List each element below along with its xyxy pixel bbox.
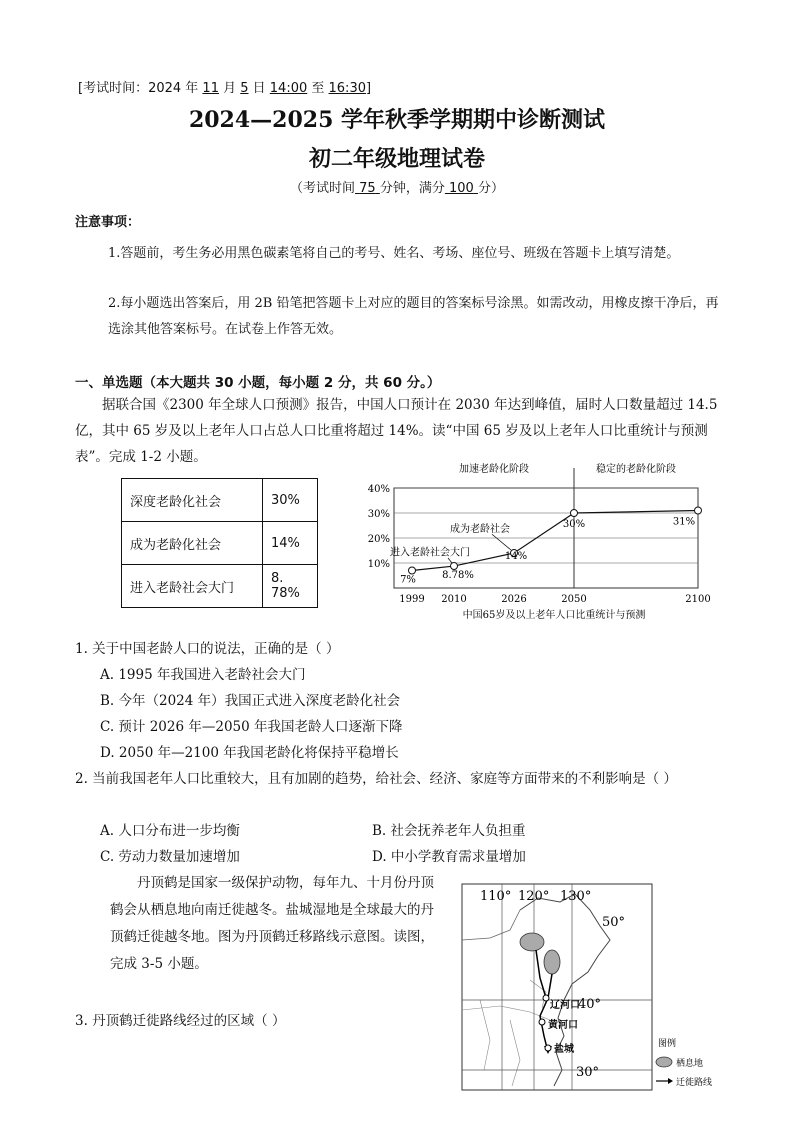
exam-start: 14:00 bbox=[269, 81, 308, 96]
y-tick-label: 10% bbox=[367, 559, 390, 570]
annotation-arrow bbox=[448, 558, 452, 563]
aging-table bbox=[121, 478, 318, 608]
aging-chart bbox=[362, 460, 718, 645]
q2-option-a: A. 人口分布进一步均衡 bbox=[100, 823, 240, 839]
section-intro: 据联合国《2300 年全球人口预测》报告，中国人口预计在 2030 年达到峰值，届时人口数量超过 14.5 亿，其中 65 岁及以上老年人口占总人口比重将超过 14%。读“中国 65 岁及以上老年人口比重统计与预测表”。完成 1-2 小题。 bbox=[75, 397, 718, 465]
x-tick-label: 2010 bbox=[441, 594, 467, 605]
table-cell: 深度老龄化社会 bbox=[122, 479, 263, 522]
stop-huanghekou bbox=[539, 1019, 545, 1025]
table-cell: 14% bbox=[263, 522, 318, 565]
x-tick-label: 1999 bbox=[399, 594, 425, 605]
table-row bbox=[122, 479, 318, 522]
legend-title: 图例 bbox=[658, 1039, 677, 1049]
lon-label: 120° bbox=[518, 889, 550, 904]
q1-option-b: B. 今年（2024 年）我国正式进入深度老龄化社会 bbox=[100, 693, 401, 709]
exam-day: 5 bbox=[240, 81, 249, 96]
data-point bbox=[571, 510, 578, 517]
data-label: 7% bbox=[400, 574, 416, 586]
page-title: 2024—2025 学年秋季学期期中诊断测试 bbox=[188, 107, 606, 133]
habitat-area bbox=[520, 933, 544, 951]
x-tick-label: 2050 bbox=[561, 594, 587, 605]
data-label: 31% bbox=[672, 516, 696, 528]
lon-label: 130° bbox=[560, 889, 592, 904]
lat-label: 30° bbox=[576, 1065, 600, 1080]
place-label: 辽河口 bbox=[550, 1000, 580, 1011]
q2-option-c: C. 劳动力数量加速增加 bbox=[100, 849, 240, 865]
q1-option-c: C. 预计 2026 年—2050 年我国老龄人口逐渐下降 bbox=[100, 719, 403, 735]
data-point bbox=[695, 507, 702, 514]
exam-duration: （考试时间 75 分钟，满分 100 分） bbox=[290, 181, 504, 196]
table-row bbox=[122, 565, 318, 608]
data-label: 30% bbox=[562, 519, 586, 530]
legend-habitat-icon bbox=[656, 1057, 672, 1067]
stop-yancheng bbox=[545, 1045, 551, 1051]
data-point bbox=[451, 563, 458, 570]
series-line bbox=[412, 511, 698, 571]
lon-label: 110° bbox=[480, 889, 512, 904]
notice-item-1: 1.答题前，考生务必用黑色碳素笔将自己的考号、姓名、考场、座位号、班级在答题卡上填写清楚。 bbox=[108, 246, 680, 261]
question-1: 1. 关于中国老龄人口的说法，正确的是（ ） bbox=[75, 641, 340, 657]
stop-liaohekou bbox=[543, 995, 549, 1001]
table-cell: 成为老龄化社会 bbox=[122, 522, 263, 565]
exam-end: 16:30 bbox=[328, 81, 366, 96]
legend-habitat: 栖息地 bbox=[676, 1059, 704, 1069]
phase-label: 加速老龄化阶段 bbox=[459, 464, 529, 475]
y-tick-label: 20% bbox=[367, 534, 390, 545]
notice-item-2: 2.每小题选出答案后，用 2B 铅笔把答题卡上对应的题目的答案标号涂黑。如需改动，用橡皮擦干净后，再选涂其他答案标号。在试卷上作答无效。 bbox=[108, 296, 719, 337]
legend-route: 迁徙路线 bbox=[676, 1078, 713, 1088]
place-label: 盐城 bbox=[554, 1044, 574, 1055]
data-label: 14% bbox=[504, 551, 528, 562]
exam-month: 11 bbox=[202, 81, 219, 96]
annotation-label: 成为老龄社会 bbox=[450, 523, 510, 535]
place-label: 黄河口 bbox=[548, 1020, 578, 1031]
annotation-label: 进入老龄社会大门 bbox=[390, 547, 470, 559]
exam-time: [考试时间：2024 年 11 月 5 日 14:00 至 16:30] bbox=[78, 81, 372, 96]
question-3: 3. 丹顶鹤迁徙路线经过的区域（ ） bbox=[75, 1013, 286, 1029]
notice-heading: 注意事项： bbox=[75, 215, 141, 230]
data-label: 8.78% bbox=[442, 570, 474, 582]
y-tick-label: 30% bbox=[367, 509, 390, 520]
phase-label: 稳定的老龄化阶段 bbox=[596, 464, 676, 475]
legend-arrow-icon bbox=[668, 1078, 673, 1084]
lat-label: 50° bbox=[602, 915, 626, 930]
habitat-area bbox=[544, 950, 560, 974]
crane-migration-map bbox=[460, 880, 730, 1100]
q1-option-d: D. 2050 年—2100 年我国老龄化将保持平稳增长 bbox=[100, 745, 399, 761]
page-subtitle: 初二年级地理试卷 bbox=[308, 146, 485, 172]
chart-title: 中国65岁及以上老年人口比重统计与预测 bbox=[462, 610, 646, 621]
table-cell: 8. 78% bbox=[263, 565, 318, 608]
q2-option-d: D. 中小学教育需求量增加 bbox=[372, 849, 526, 865]
q2-option-b: B. 社会抚养老年人负担重 bbox=[372, 823, 526, 839]
x-tick-label: 2100 bbox=[685, 594, 711, 605]
annotation-arrow bbox=[492, 534, 511, 550]
table-cell: 30% bbox=[263, 479, 318, 522]
table-cell: 进入老龄社会大门 bbox=[122, 565, 263, 608]
q1-option-a: A. 1995 年我国进入老龄社会大门 bbox=[100, 667, 306, 683]
question-2: 2. 当前我国老年人口比重较大，且有加剧的趋势，给社会、经济、家庭等方面带来的不利影响是（ ） bbox=[75, 771, 677, 787]
data-point bbox=[409, 567, 416, 574]
y-tick-label: 40% bbox=[367, 484, 390, 495]
crane-intro: 丹顶鹤是国家一级保护动物，每年九、十月份丹顶鹤会从栖息地向南迁徙越冬。盐城湿地是全球最大的丹顶鹤迁徙越冬地。图为丹顶鹤迁移路线示意图。读图，完成 3-5 小题。 bbox=[110, 875, 434, 972]
section-heading: 一、单选题（本大题共 30 小题，每小题 2 分，共 60 分。） bbox=[75, 375, 441, 391]
x-tick-label: 2026 bbox=[501, 594, 527, 605]
lat-label: 40° bbox=[578, 997, 602, 1012]
table-row bbox=[122, 522, 318, 565]
